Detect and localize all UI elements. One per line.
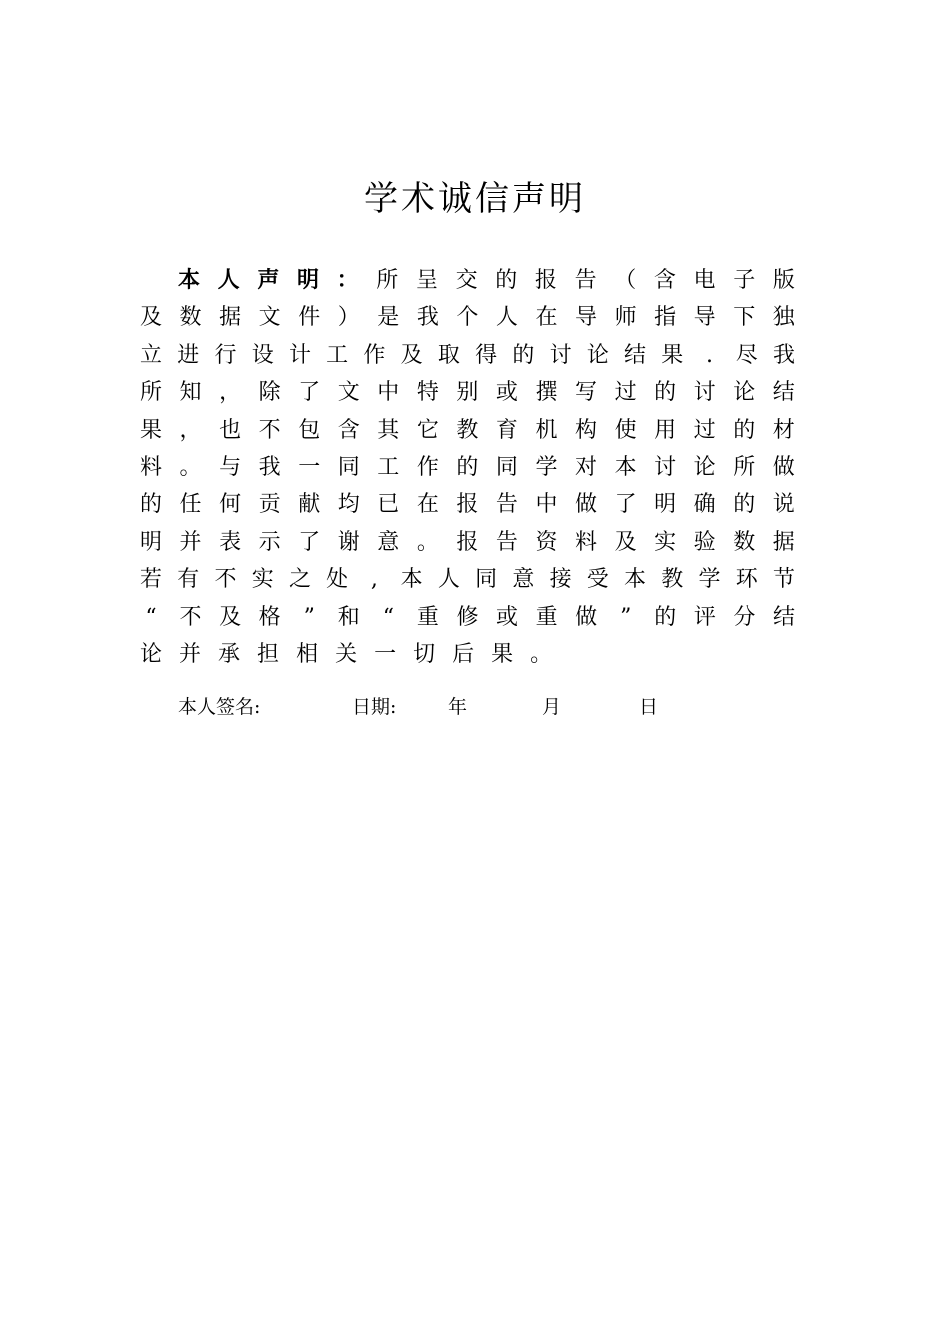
declaration-char: 本	[400, 567, 423, 593]
declaration-char: 导	[693, 305, 716, 331]
declaration-char: 教	[456, 417, 479, 443]
declaration-char: 写	[575, 380, 598, 406]
declaration-char: 材	[772, 417, 795, 443]
declaration-char: 不	[214, 567, 237, 593]
declaration-char: 育	[495, 417, 518, 443]
declaration-char: 不	[179, 604, 202, 630]
declaration-char: 同	[337, 454, 360, 480]
declaration-char: 的	[512, 342, 535, 368]
declaration-char: 学	[698, 567, 721, 593]
declaration-char: 师	[614, 305, 637, 331]
declaration-char: 已	[377, 492, 400, 518]
declaration-char: 在	[416, 492, 439, 518]
declaration-char: 果	[661, 342, 684, 368]
declaration-char: 关	[335, 641, 358, 667]
declaration-char: 文	[337, 380, 360, 406]
declaration-char: 修	[456, 604, 479, 630]
declaration-line	[140, 299, 795, 336]
declaration-lead-char: 本	[178, 267, 201, 293]
declaration-char: 独	[772, 305, 795, 331]
declaration-char: 或	[496, 604, 519, 630]
declaration-char: 的	[733, 417, 756, 443]
declaration-char: 得	[475, 342, 498, 368]
declaration-char: 使	[614, 417, 637, 443]
declaration-char: 之	[288, 567, 311, 593]
declaration-char: ”	[303, 604, 315, 630]
declaration-char: 和	[337, 604, 360, 630]
declaration-char: 了	[614, 492, 637, 518]
declaration-char: 做	[575, 604, 598, 630]
declaration-char: 与	[219, 454, 242, 480]
declaration-char: 立	[140, 342, 163, 368]
declaration-char: 过	[614, 380, 637, 406]
declaration-char: 中	[535, 492, 558, 518]
declaration-line	[140, 599, 795, 636]
declaration-char: 报	[456, 492, 479, 518]
declaration-char: 别	[456, 380, 479, 406]
declaration-char: 的	[733, 492, 756, 518]
declaration-char: 讨	[549, 342, 572, 368]
page-title: 学术诚信声明	[364, 179, 586, 219]
declaration-char: 学	[535, 454, 558, 480]
declaration-lead-char: ：	[336, 267, 359, 293]
declaration-char: 用	[654, 417, 677, 443]
declaration-char: 何	[219, 492, 242, 518]
declaration-char: 知	[179, 380, 202, 406]
declaration-char: 教	[661, 567, 684, 593]
declaration-char: 及	[400, 342, 423, 368]
declaration-char: 工	[326, 342, 349, 368]
declaration-char: 的	[654, 380, 677, 406]
declaration-char: 据	[772, 529, 795, 555]
declaration-char: 果	[491, 641, 514, 667]
declaration-char: 并	[179, 641, 202, 667]
declaration-char: 计	[288, 342, 311, 368]
declaration-line	[140, 374, 795, 411]
declaration-char: 数	[733, 529, 756, 555]
declaration-char: 及	[140, 305, 163, 331]
declaration-char: 论	[140, 641, 163, 667]
declaration-char: “	[382, 604, 394, 630]
declaration-char: 讨	[654, 454, 677, 480]
declaration-char: 实	[654, 529, 677, 555]
declaration-char: 担	[257, 641, 280, 667]
declaration-char: 同	[475, 567, 498, 593]
declaration-char: 资	[535, 529, 558, 555]
declaration-char: 任	[179, 492, 202, 518]
declaration-char: 个	[456, 305, 479, 331]
declaration-char: 受	[586, 567, 609, 593]
declaration-char: ）	[337, 305, 360, 331]
declaration-char: 重	[535, 604, 558, 630]
declaration-char: 所	[140, 380, 163, 406]
declaration-char: 示	[258, 529, 281, 555]
declaration-char: 尽	[735, 342, 758, 368]
declaration-char: 处	[326, 567, 349, 593]
signature-name-label: 本人签名:	[178, 696, 261, 718]
declaration-char: 报	[534, 268, 557, 293]
declaration-char: 呈	[415, 268, 438, 293]
declaration-char: 实	[251, 567, 274, 593]
declaration-char: 件	[298, 305, 321, 331]
declaration-char: 评	[693, 604, 716, 630]
declaration-char: 过	[693, 417, 716, 443]
declaration-char: “	[145, 604, 157, 630]
declaration-char: 相	[296, 641, 319, 667]
declaration-char: 切	[413, 641, 436, 667]
declaration-char: 的	[140, 492, 163, 518]
declaration-char: 的	[495, 268, 518, 293]
declaration-char: 进	[177, 342, 200, 368]
declaration-char: 或	[495, 380, 518, 406]
declaration-char: 中	[377, 380, 400, 406]
declaration-char: 后	[452, 641, 475, 667]
declaration-char: 设	[251, 342, 274, 368]
declaration-char: 结	[772, 380, 795, 406]
declaration-char: 机	[535, 417, 558, 443]
declaration-char: 告	[495, 529, 518, 555]
declaration-char: 在	[535, 305, 558, 331]
declaration-char: 工	[377, 454, 400, 480]
declaration-char: 导	[575, 305, 598, 331]
declaration-char: 特	[416, 380, 439, 406]
declaration-char: 重	[416, 604, 439, 630]
declaration-char: 及	[219, 604, 242, 630]
declaration-char: 明	[654, 492, 677, 518]
declaration-char: 一	[298, 454, 321, 480]
declaration-char: 论	[733, 380, 756, 406]
declaration-char: 接	[549, 567, 572, 593]
declaration-char: ”	[620, 604, 632, 630]
declaration-char: 。	[530, 641, 553, 667]
declaration-char: 数	[179, 305, 202, 331]
declaration-char: 我	[772, 342, 795, 368]
declaration-char: 取	[437, 342, 460, 368]
declaration-char: 本	[624, 567, 647, 593]
declaration-char: 明	[140, 529, 163, 555]
declaration-line	[140, 449, 795, 486]
declaration-char: 了	[298, 529, 321, 555]
declaration-char: 作	[363, 342, 386, 368]
declaration-char: 除	[258, 380, 281, 406]
declaration-char: 有	[177, 567, 200, 593]
declaration-line	[140, 486, 795, 523]
declaration-char: 本	[614, 454, 637, 480]
declaration-char: 意	[377, 529, 400, 555]
declaration-char: 电	[693, 268, 716, 293]
declaration-char: .	[706, 342, 714, 368]
declaration-char: 不	[258, 417, 281, 443]
declaration-char: ,	[370, 567, 378, 593]
declaration-char: 节	[772, 567, 795, 593]
declaration-line	[140, 524, 795, 561]
declaration-char: 结	[624, 342, 647, 368]
declaration-char: 论	[586, 342, 609, 368]
declaration-char: 含	[337, 417, 360, 443]
declaration-char: 据	[219, 305, 242, 331]
declaration-char: 作	[416, 454, 439, 480]
declaration-lead-char: 明	[296, 267, 319, 293]
declaration-char: 意	[512, 567, 535, 593]
declaration-char: 也	[219, 417, 242, 443]
declaration-char: 撰	[535, 380, 558, 406]
declaration-char: 它	[416, 417, 439, 443]
declaration-lead-char: 声	[257, 267, 280, 293]
declaration-char: （	[614, 268, 637, 293]
declaration-char: 均	[337, 492, 360, 518]
declaration-char: 告	[574, 268, 597, 293]
declaration-body	[140, 262, 795, 673]
declaration-char: 行	[214, 342, 237, 368]
declaration-char: 做	[772, 454, 795, 480]
declaration-char: 环	[735, 567, 758, 593]
declaration-char: 并	[179, 529, 202, 555]
declaration-char: 文	[258, 305, 281, 331]
declaration-char: 验	[693, 529, 716, 555]
declaration-char: 料	[575, 529, 598, 555]
declaration-char: 谢	[337, 529, 360, 555]
declaration-char: 格	[258, 604, 281, 630]
declaration-char: 同	[495, 454, 518, 480]
declaration-char: 的	[456, 454, 479, 480]
declaration-char: 人	[495, 305, 518, 331]
declaration-char: 料	[140, 454, 163, 480]
declaration-char: 贡	[258, 492, 281, 518]
declaration-char: 构	[575, 417, 598, 443]
declaration-char: 及	[614, 529, 637, 555]
declaration-line	[140, 561, 795, 598]
declaration-char: 所	[733, 454, 756, 480]
declaration-char: 是	[377, 305, 400, 331]
declaration-char: 若	[140, 567, 163, 593]
signature-date-label: 日期:	[352, 696, 397, 718]
declaration-lead-char: 人	[217, 267, 240, 293]
declaration-char: 了	[298, 380, 321, 406]
declaration-char: 献	[298, 492, 321, 518]
declaration-char: 包	[298, 417, 321, 443]
declaration-line	[140, 262, 795, 299]
declaration-char: 对	[575, 454, 598, 480]
declaration-char: 果	[140, 417, 163, 443]
declaration-char: 的	[654, 604, 677, 630]
declaration-char: 一	[374, 641, 397, 667]
declaration-char: 交	[455, 268, 478, 293]
declaration-char: 所	[376, 268, 399, 293]
declaration-char: 承	[218, 641, 241, 667]
declaration-char: 确	[693, 492, 716, 518]
declaration-char: ，	[219, 380, 242, 406]
declaration-char: 指	[654, 305, 677, 331]
declaration-char: 下	[733, 305, 756, 331]
declaration-char: 含	[653, 268, 676, 293]
signature-month-label: 月	[542, 696, 562, 718]
declaration-char: 讨	[693, 380, 716, 406]
declaration-char: 报	[456, 529, 479, 555]
declaration-char: 论	[693, 454, 716, 480]
declaration-line	[140, 412, 795, 449]
signature-day-label: 日	[639, 696, 659, 718]
signature-year-label: 年	[448, 696, 468, 718]
declaration-char: 说	[772, 492, 795, 518]
declaration-char: 我	[416, 305, 439, 331]
declaration-char: 其	[377, 417, 400, 443]
declaration-char: 我	[258, 454, 281, 480]
declaration-char: 分	[733, 604, 756, 630]
declaration-char: 表	[219, 529, 242, 555]
declaration-char: 做	[575, 492, 598, 518]
declaration-char: ，	[179, 417, 202, 443]
declaration-line	[140, 337, 795, 374]
declaration-char: 版	[772, 268, 795, 293]
declaration-char: 。	[179, 454, 202, 480]
declaration-char: 告	[495, 492, 518, 518]
declaration-char: 结	[772, 604, 795, 630]
declaration-char: 。	[416, 529, 439, 555]
declaration-char: 子	[733, 268, 756, 293]
declaration-char: 人	[437, 567, 460, 593]
declaration-line	[140, 636, 795, 673]
